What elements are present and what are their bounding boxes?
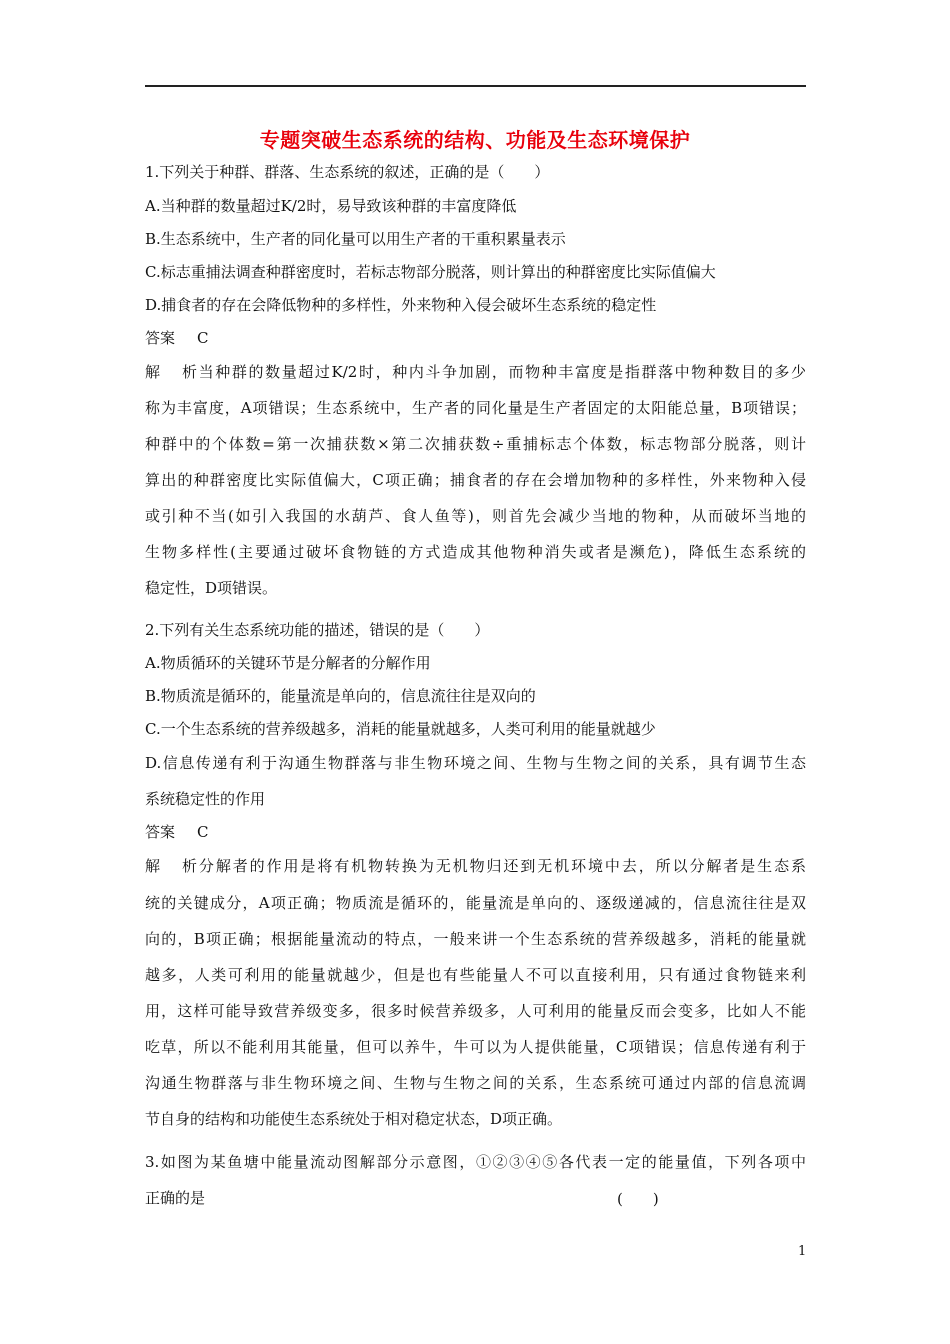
q1-option-d: D.捕食者的存在会降低物种的多样性，外来物种入侵会破坏生态系统的稳定性 bbox=[145, 296, 657, 314]
q1-analysis-line: 或引种不当(如引入我国的水葫芦、食人鱼等)，则首先会减少当地的物种，从而破坏当地的 bbox=[145, 507, 806, 525]
q2-stem: 2.下列有关生态系统功能的描述，错误的是（ ） bbox=[145, 621, 490, 639]
q2-analysis-line: 节自身的结构和功能使生态系统处于相对稳定状态，D项正确。 bbox=[145, 1110, 563, 1128]
q2-analysis-line bbox=[145, 856, 806, 876]
q1-option-c: C.标志重捕法调查种群密度时，若标志物部分脱落，则计算出的种群密度比实际值偏大 bbox=[145, 263, 716, 281]
q1-answer bbox=[145, 328, 208, 348]
analysis-label: 解析 bbox=[145, 363, 197, 381]
q1-analysis-line: 生物多样性(主要通过破坏食物链的方式造成其他物种消失或者是濒危)，降低生态系统的 bbox=[145, 543, 806, 561]
q1-analysis-line: 算出的种群密度比实际值偏大，C项正确；捕食者的存在会增加物种的多样性，外来物种入侵 bbox=[145, 471, 806, 489]
answer-blank: ( ) bbox=[617, 1190, 659, 1208]
q2-analysis-text: 分解者的作用是将有机物转换为无机物归还到无机环境中去，所以分解者是生态系 bbox=[197, 857, 806, 875]
q1-analysis-line bbox=[145, 362, 806, 382]
answer-label: 答案 bbox=[145, 823, 176, 841]
q1-analysis-text: 当种群的数量超过K/2时，种内斗争加剧，而物种丰富度是指群落中物种数目的多少 bbox=[197, 363, 806, 381]
q2-analysis-line: 越多，人类可利用的能量就越少，但是也有些能量人不可以直接利用，只有通过食物链来利 bbox=[145, 966, 806, 984]
q1-analysis-line: 种群中的个体数=第一次捕获数×第二次捕获数÷重捕标志个体数，标志物部分脱落，则计 bbox=[145, 435, 806, 453]
q1-answer-value: C bbox=[197, 329, 209, 347]
q1-analysis-line: 稳定性，D项错误。 bbox=[145, 579, 278, 597]
q2-analysis-line: 吃草，所以不能利用其能量，但可以养牛，牛可以为人提供能量，C项错误；信息传递有利于 bbox=[145, 1038, 806, 1056]
q1-option-a: A.当种群的数量超过K/2时，易导致该种群的丰富度降低 bbox=[145, 197, 517, 215]
q2-analysis-line: 统的关键成分，A项正确；物质流是循环的，能量流是单向的、逐级递减的，信息流往往是双 bbox=[145, 894, 806, 912]
header-rule bbox=[145, 85, 806, 87]
q1-analysis-line: 称为丰富度，A项错误；生态系统中，生产者的同化量是生产者固定的太阳能总量，B项错误； bbox=[145, 399, 806, 417]
q2-answer-value: C bbox=[197, 823, 209, 841]
q2-analysis-line: 向的，B项正确；根据能量流动的特点，一般来讲一个生态系统的营养级越多，消耗的能量就 bbox=[145, 930, 806, 948]
page-number: 1 bbox=[798, 1244, 807, 1259]
q2-option-c: C.一个生态系统的营养级越多，消耗的能量就越多，人类可利用的能量就越少 bbox=[145, 720, 656, 738]
q2-analysis-line: 沟通生物群落与非生物环境之间、生物与生物之间的关系，生态系统可通过内部的信息流调 bbox=[145, 1074, 806, 1092]
q3-stem: 3.如图为某鱼塘中能量流动图解部分示意图，①②③④⑤各代表一定的能量值，下列各项中 bbox=[145, 1153, 806, 1171]
q2-option-d-cont: 系统稳定性的作用 bbox=[145, 790, 266, 808]
q1-option-b: B.生态系统中，生产者的同化量可以用生产者的干重积累量表示 bbox=[145, 230, 566, 248]
q2-answer bbox=[145, 822, 208, 842]
q2-option-a: A.物质循环的关键环节是分解者的分解作用 bbox=[145, 654, 431, 672]
analysis-label: 解析 bbox=[145, 857, 197, 875]
q2-option-b: B.物质流是循环的，能量流是单向的，信息流往往是双向的 bbox=[145, 687, 536, 705]
q1-stem: 1.下列关于种群、群落、生态系统的叙述，正确的是（ ） bbox=[145, 163, 550, 181]
answer-label: 答案 bbox=[145, 329, 176, 347]
q2-option-d: D.信息传递有利于沟通生物群落与非生物环境之间、生物与生物之间的关系，具有调节生态 bbox=[145, 754, 806, 772]
q3-stem-cont: 正确的是 bbox=[145, 1189, 206, 1207]
page-title: 专题突破生态系统的结构、功能及生态环境保护 bbox=[259, 128, 691, 152]
q2-analysis-line: 用，这样可能导致营养级变多，很多时候营养级多，人可利用的能量反而会变多，比如人不能 bbox=[145, 1002, 806, 1020]
